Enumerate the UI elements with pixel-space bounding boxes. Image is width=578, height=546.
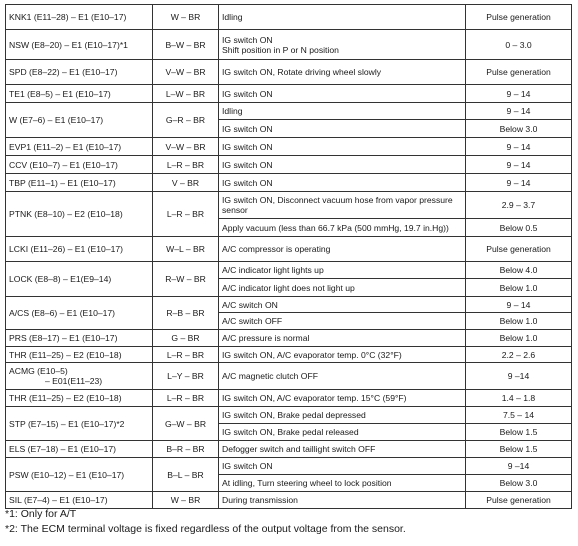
- terminal-cell: W (E7–6) – E1 (E10–17): [6, 103, 153, 138]
- spec-value-cell: Below 1.0: [466, 313, 572, 330]
- wiring-color-cell: L–R – BR: [153, 156, 219, 174]
- spec-value-cell: Below 3.0: [466, 120, 572, 138]
- wiring-color-cell: L–R – BR: [153, 390, 219, 407]
- spec-value-cell: 9 –14: [466, 458, 572, 475]
- condition-cell: A/C pressure is normal: [219, 330, 466, 347]
- condition-cell: Defogger switch and taillight switch OFF: [219, 441, 466, 458]
- terminal-cell: [6, 363, 153, 390]
- condition-cell: IG switch ON, A/C evaporator temp. 0°C (32°F): [219, 347, 466, 363]
- terminal-cell: CCV (E10–7) – E1 (E10–17): [6, 156, 153, 174]
- terminal-cell: TBP (E11–1) – E1 (E10–17): [6, 174, 153, 192]
- wiring-color-cell: G–W – BR: [153, 407, 219, 441]
- spec-value-cell: Below 3.0: [466, 475, 572, 492]
- condition-cell: A/C switch OFF: [219, 313, 466, 330]
- condition-cell: IG switch ON, Brake pedal depressed: [219, 407, 466, 424]
- spec-value-cell: 1.4 – 1.8: [466, 390, 572, 407]
- terminal-cell: PTNK (E8–10) – E2 (E10–18): [6, 192, 153, 237]
- terminal-cell: KNK1 (E11–28) – E1 (E10–17): [6, 5, 153, 30]
- table-row: [6, 262, 572, 279]
- condition-cell: Idling: [219, 103, 466, 120]
- spec-value-cell: 9 – 14: [466, 174, 572, 192]
- condition-cell: [219, 192, 466, 219]
- wiring-color-cell: V – BR: [153, 174, 219, 192]
- table-row: [6, 458, 572, 475]
- wiring-color-cell: B–W – BR: [153, 30, 219, 60]
- condition-cell: [219, 30, 466, 60]
- spec-value-cell: 9 – 14: [466, 85, 572, 103]
- condition-cell: Apply vacuum (less than 66.7 kPa (500 mmHg, 19.7 in.Hg)): [219, 219, 466, 237]
- wiring-color-cell: L–R – BR: [153, 347, 219, 363]
- condition-cell: A/C indicator light lights up: [219, 262, 466, 279]
- spec-value-cell: 2.2 – 2.6: [466, 347, 572, 363]
- table-row: [6, 390, 572, 407]
- wiring-color-cell: V–W – BR: [153, 138, 219, 156]
- condition-cell: IG switch ON: [219, 120, 466, 138]
- table-row: [6, 441, 572, 458]
- table-row: [6, 138, 572, 156]
- table-row: [6, 492, 572, 509]
- wiring-color-cell: L–R – BR: [153, 192, 219, 237]
- wiring-color-cell: G–R – BR: [153, 103, 219, 138]
- condition-cell: IG switch ON: [219, 85, 466, 103]
- terminal-cell: SPD (E8–22) – E1 (E10–17): [6, 60, 153, 85]
- spec-table-body: [6, 5, 572, 509]
- terminal-cell: A/CS (E8–6) – E1 (E10–17): [6, 297, 153, 330]
- condition-cell: IG switch ON: [219, 138, 466, 156]
- condition-cell: At idling, Turn steering wheel to lock position: [219, 475, 466, 492]
- condition-cell: IG switch ON, Brake pedal released: [219, 424, 466, 441]
- table-row: [6, 347, 572, 363]
- spec-value-cell: Below 1.0: [466, 279, 572, 297]
- wiring-color-cell: V–W – BR: [153, 60, 219, 85]
- condition-cell: During transmission: [219, 492, 466, 509]
- terminal-label: ACMG (E10–5): [9, 366, 68, 376]
- spec-value-cell: 9 – 14: [466, 156, 572, 174]
- spec-value-cell: Pulse generation: [466, 237, 572, 262]
- terminal-cell: LOCK (E8–8) – E1(E9–14): [6, 262, 153, 297]
- terminal-spec-table: [5, 4, 572, 509]
- spec-value-cell: 9 – 14: [466, 297, 572, 313]
- terminal-cell: PSW (E10–12) – E1 (E10–17): [6, 458, 153, 492]
- condition-cell: IG switch ON, Rotate driving wheel slowly: [219, 60, 466, 85]
- table-row: [6, 363, 572, 390]
- wiring-color-cell: R–W – BR: [153, 262, 219, 297]
- spec-value-cell: 2.9 – 3.7: [466, 192, 572, 219]
- table-row: [6, 174, 572, 192]
- terminal-cell: EVP1 (E11–2) – E1 (E10–17): [6, 138, 153, 156]
- terminal-cell: NSW (E8–20) – E1 (E10–17)*1: [6, 30, 153, 60]
- condition-text-cont: sensor: [222, 205, 248, 215]
- spec-value-cell: Below 1.5: [466, 424, 572, 441]
- condition-cell: Idling: [219, 5, 466, 30]
- footnote-1: *1: Only for A/T: [5, 508, 77, 520]
- table-row: [6, 237, 572, 262]
- terminal-label-cont: – E01(E11–23): [45, 376, 103, 386]
- table-row: [6, 330, 572, 347]
- terminal-cell: SIL (E7–4) – E1 (E10–17): [6, 492, 153, 509]
- spec-value-cell: Pulse generation: [466, 492, 572, 509]
- footnotes: [5, 507, 406, 537]
- spec-value-cell: 9 – 14: [466, 138, 572, 156]
- wiring-color-cell: G – BR: [153, 330, 219, 347]
- spec-value-cell: Pulse generation: [466, 60, 572, 85]
- table-row: [6, 297, 572, 313]
- condition-text-cont: Shift position in P or N position: [222, 44, 339, 55]
- spec-value-cell: 7.5 – 14: [466, 407, 572, 424]
- spec-value-cell: Pulse generation: [466, 5, 572, 30]
- condition-cell: A/C compressor is operating: [219, 237, 466, 262]
- wiring-color-cell: L–Y – BR: [153, 363, 219, 390]
- footnote-2: *2: The ECM terminal voltage is fixed regardless of the output voltage from the sensor.: [5, 523, 406, 535]
- wiring-color-cell: L–W – BR: [153, 85, 219, 103]
- wiring-color-cell: W – BR: [153, 492, 219, 509]
- condition-cell: A/C indicator light does not light up: [219, 279, 466, 297]
- condition-cell: A/C switch ON: [219, 297, 466, 313]
- table-row: [6, 156, 572, 174]
- condition-cell: IG switch ON, A/C evaporator temp. 15°C (59°F): [219, 390, 466, 407]
- condition-cell: A/C magnetic clutch OFF: [219, 363, 466, 390]
- table-row: [6, 103, 572, 120]
- terminal-cell: THR (E11–25) – E2 (E10–18): [6, 347, 153, 363]
- condition-cell: IG switch ON: [219, 458, 466, 475]
- spec-value-cell: Below 0.5: [466, 219, 572, 237]
- wiring-color-cell: B–L – BR: [153, 458, 219, 492]
- spec-value-cell: 0 – 3.0: [466, 30, 572, 60]
- table-row: [6, 30, 572, 60]
- terminal-cell: TE1 (E8–5) – E1 (E10–17): [6, 85, 153, 103]
- terminal-cell: LCKI (E11–26) – E1 (E10–17): [6, 237, 153, 262]
- wiring-color-cell: R–B – BR: [153, 297, 219, 330]
- spec-value-cell: Below 1.5: [466, 441, 572, 458]
- condition-cell: IG switch ON: [219, 174, 466, 192]
- terminal-cell: PRS (E8–17) – E1 (E10–17): [6, 330, 153, 347]
- table-row: [6, 85, 572, 103]
- table-row: [6, 407, 572, 424]
- wiring-color-cell: B–R – BR: [153, 441, 219, 458]
- table-row: [6, 60, 572, 85]
- condition-cell: IG switch ON: [219, 156, 466, 174]
- spec-value-cell: 9 – 14: [466, 103, 572, 120]
- table-row: [6, 192, 572, 219]
- wiring-color-cell: W – BR: [153, 5, 219, 30]
- table-row: [6, 5, 572, 30]
- terminal-cell: STP (E7–15) – E1 (E10–17)*2: [6, 407, 153, 441]
- terminal-cell: ELS (E7–18) – E1 (E10–17): [6, 441, 153, 458]
- condition-text: IG switch ON: [222, 34, 273, 45]
- wiring-color-cell: W–L – BR: [153, 237, 219, 262]
- spec-value-cell: Below 4.0: [466, 262, 572, 279]
- spec-value-cell: 9 –14: [466, 363, 572, 390]
- terminal-cell: THR (E11–25) – E2 (E10–18): [6, 390, 153, 407]
- condition-text: IG switch ON, Disconnect vacuum hose from vapor pressure: [222, 195, 453, 205]
- spec-value-cell: Below 1.0: [466, 330, 572, 347]
